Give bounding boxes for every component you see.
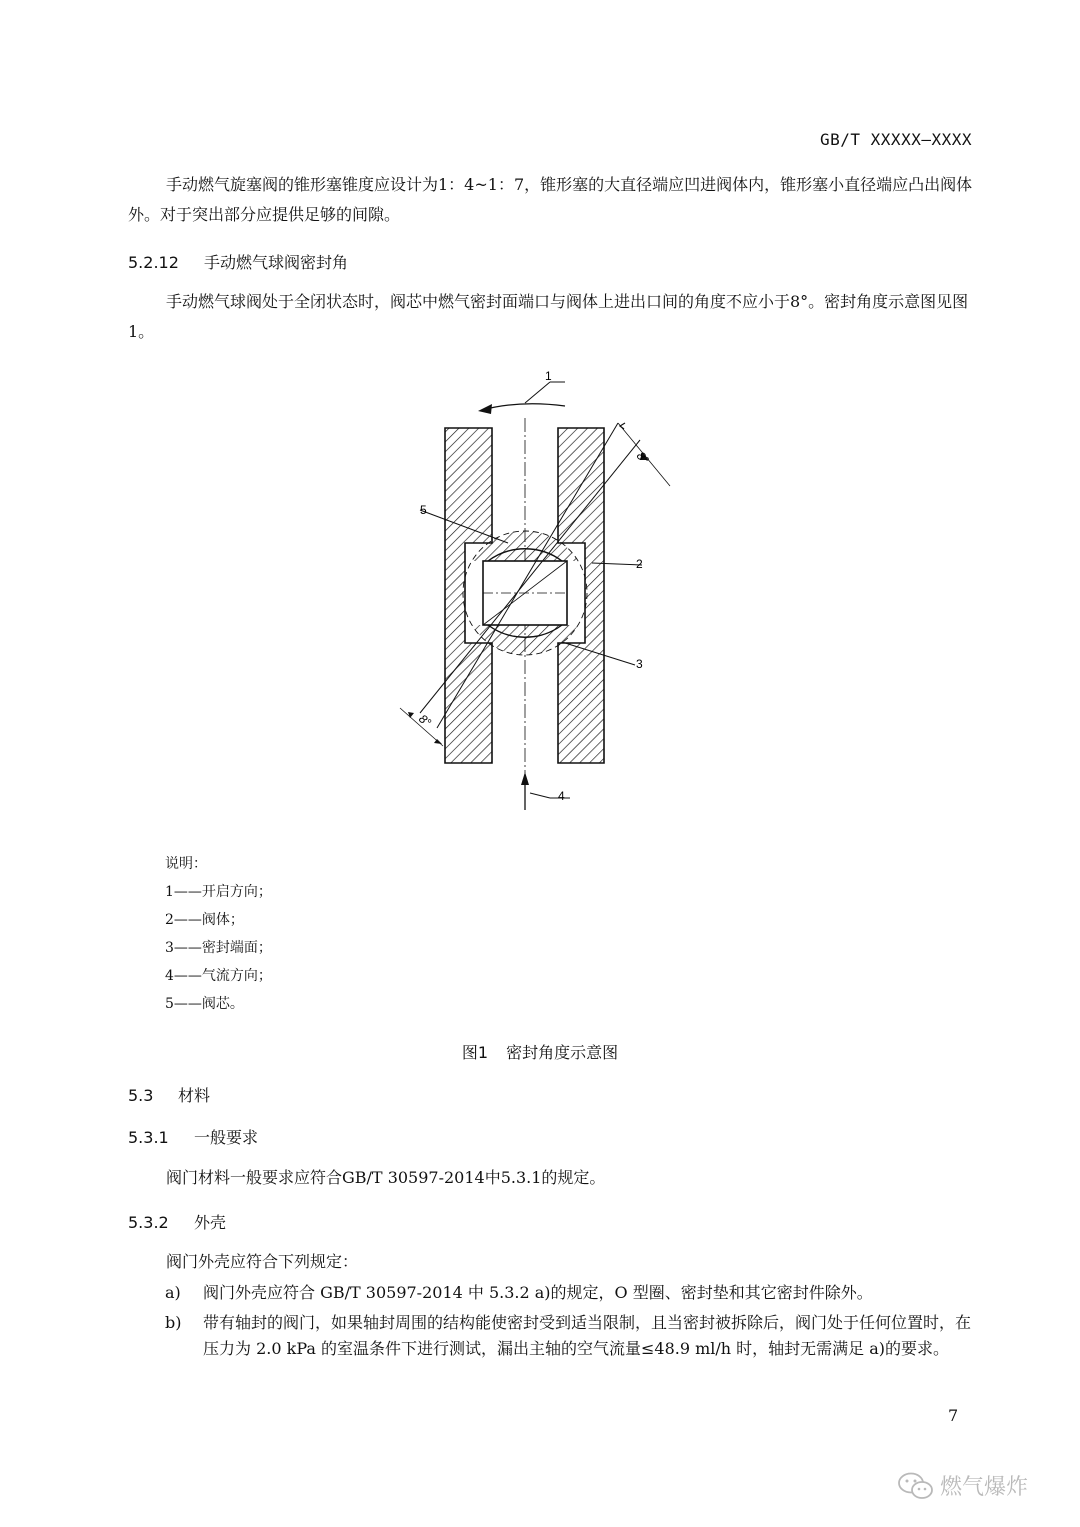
caption-number: 图1	[461, 1043, 489, 1062]
paragraph-ball-valve: 手动燃气球阀处于全闭状态时，阀芯中燃气密封面端口与阀体上进出口间的角度不应小于8°。密封角度示意图见图1。	[128, 292, 969, 341]
section-5-2-12-heading	[128, 250, 348, 273]
seal-angle-figure	[380, 368, 700, 848]
section-title: 手动燃气球阀密封角	[204, 253, 349, 272]
section-5-3-1-heading	[128, 1125, 258, 1148]
section-5-3-heading	[128, 1083, 210, 1106]
paragraph-general-requirements: 阀门材料一般要求应符合GB/T 30597-2014中5.3.1的规定。	[166, 1168, 606, 1187]
list-item-a	[165, 1280, 975, 1306]
legend-item: 1——开启方向；	[165, 884, 272, 900]
callout-3: 3	[636, 657, 643, 671]
list-marker: a)	[165, 1283, 181, 1302]
list-item-b	[165, 1310, 975, 1362]
watermark-text: 燃气爆炸	[940, 1475, 1029, 1500]
section-number: 5.2.12	[128, 253, 179, 272]
legend-item: 2——阀体；	[165, 912, 244, 928]
list-text: 阀门外壳应符合 GB/T 30597-2014 中 5.3.2 a)的规定，O 型圈、密封垫和其它密封件除外。	[203, 1283, 873, 1302]
list-marker: b)	[165, 1313, 182, 1332]
callout-1: 1	[545, 369, 552, 383]
legend-item: 3——密封端面；	[165, 940, 272, 956]
watermark	[898, 1470, 1028, 1501]
section-title: 材料	[178, 1086, 211, 1105]
legend-item: 5——阀芯。	[165, 996, 244, 1012]
section-5-3-2-heading	[128, 1210, 226, 1233]
page-number: 7	[948, 1406, 959, 1425]
paragraph-plug-valve: 手动燃气旋塞阀的锥形塞锥度应设计为1：4~1：7，锥形塞的大直径端应凹进阀体内，锥形塞小直径端应凸出阀体外。对于突出部分应提供足够的间隙。	[128, 175, 973, 224]
section-title: 外壳	[194, 1213, 227, 1232]
legend-item: 4——气流方向；	[165, 968, 272, 984]
angle-label-bottom: 8°	[416, 711, 434, 730]
callout-2: 2	[636, 557, 643, 571]
paragraph-shell-intro: 阀门外壳应符合下列规定：	[166, 1252, 359, 1271]
caption-title: 密封角度示意图	[506, 1043, 619, 1062]
section-number: 5.3	[128, 1086, 154, 1105]
callout-4: 4	[558, 789, 565, 803]
wechat-icon	[898, 1472, 934, 1500]
section-number: 5.3.1	[128, 1128, 169, 1147]
angle-label-top: 8°	[633, 448, 652, 467]
figure-legend	[165, 850, 272, 1018]
section-title: 一般要求	[194, 1128, 259, 1147]
legend-title: 说明：	[165, 856, 207, 872]
callout-5: 5	[420, 503, 427, 517]
figure-caption	[0, 1040, 1080, 1063]
section-number: 5.3.2	[128, 1213, 169, 1232]
standard-code: GB/T XXXXX—XXXX	[820, 130, 972, 149]
list-text: 带有轴封的阀门，如果轴封周围的结构能使密封受到适当限制，且当密封被拆除后，阀门处于任何位置时，在压力为 2.0 kPa 的室温条件下进行测试，漏出主轴的空气流量≤48.9 ml/h 时，轴封无需满足 a)的要求。	[203, 1313, 972, 1358]
